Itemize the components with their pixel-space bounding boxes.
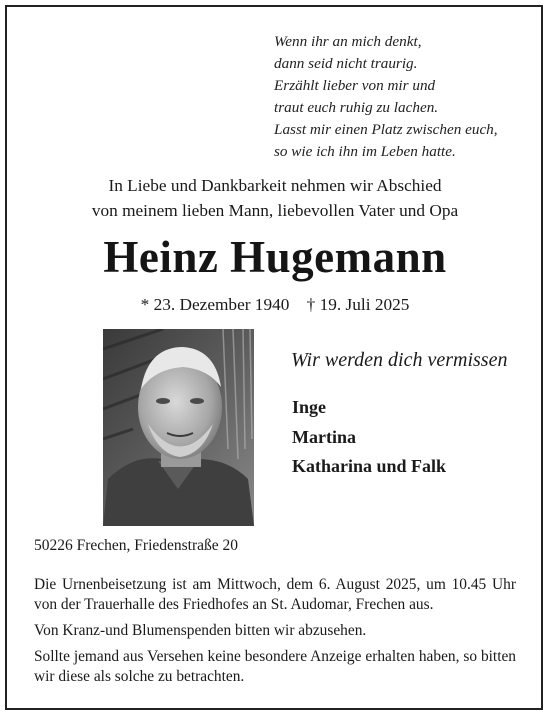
mourner-name: Martina bbox=[292, 426, 356, 447]
paragraph-notice: Sollte jemand aus Versehen keine besondere Anzeige erhalten haben, so bitten wir diese als solche zu betrachten. bbox=[34, 648, 516, 685]
poem-line: dann seid nicht traurig. bbox=[274, 55, 418, 72]
notice-text bbox=[34, 575, 516, 693]
address: 50226 Frechen, Friedenstraße 20 bbox=[34, 537, 239, 554]
intro-line: von meinem lieben Mann, liebevollen Vater und Opa bbox=[91, 201, 459, 220]
miss-line: Wir werden dich vermissen bbox=[291, 349, 508, 371]
poem-line: traut euch ruhig zu lachen. bbox=[274, 99, 439, 116]
poem-line: Lasst mir einen Platz zwischen euch, bbox=[274, 121, 498, 138]
portrait-photo bbox=[103, 329, 254, 526]
mourner-name: Inge bbox=[292, 397, 327, 417]
poem-line: so wie ich ihn im Leben hatte. bbox=[274, 143, 456, 160]
paragraph-flowers: Von Kranz-und Blumenspenden bitten wir abzusehen. bbox=[34, 622, 367, 639]
poem-line: Wenn ihr an mich denkt, bbox=[274, 33, 422, 50]
deceased-name: Heinz Hugemann bbox=[103, 232, 447, 282]
intro-line: In Liebe und Dankbarkeit nehmen wir Abschied bbox=[108, 176, 442, 195]
farewell-intro bbox=[0, 173, 550, 223]
mourner-names bbox=[292, 393, 446, 482]
mourner-name: Katharina und Falk bbox=[292, 456, 447, 476]
poem-line: Erzählt lieber von mir und bbox=[274, 77, 436, 94]
poem bbox=[274, 31, 498, 163]
paragraph-burial: Die Urnenbeisetzung ist am Mittwoch, dem 6. August 2025, um 10.45 Uhr von der Trauerhalle des Friedhofes an St. Audomar, Frechen aus. bbox=[34, 576, 516, 613]
life-dates: * 23. Dezember 1940 † 19. Juli 2025 bbox=[140, 295, 410, 314]
